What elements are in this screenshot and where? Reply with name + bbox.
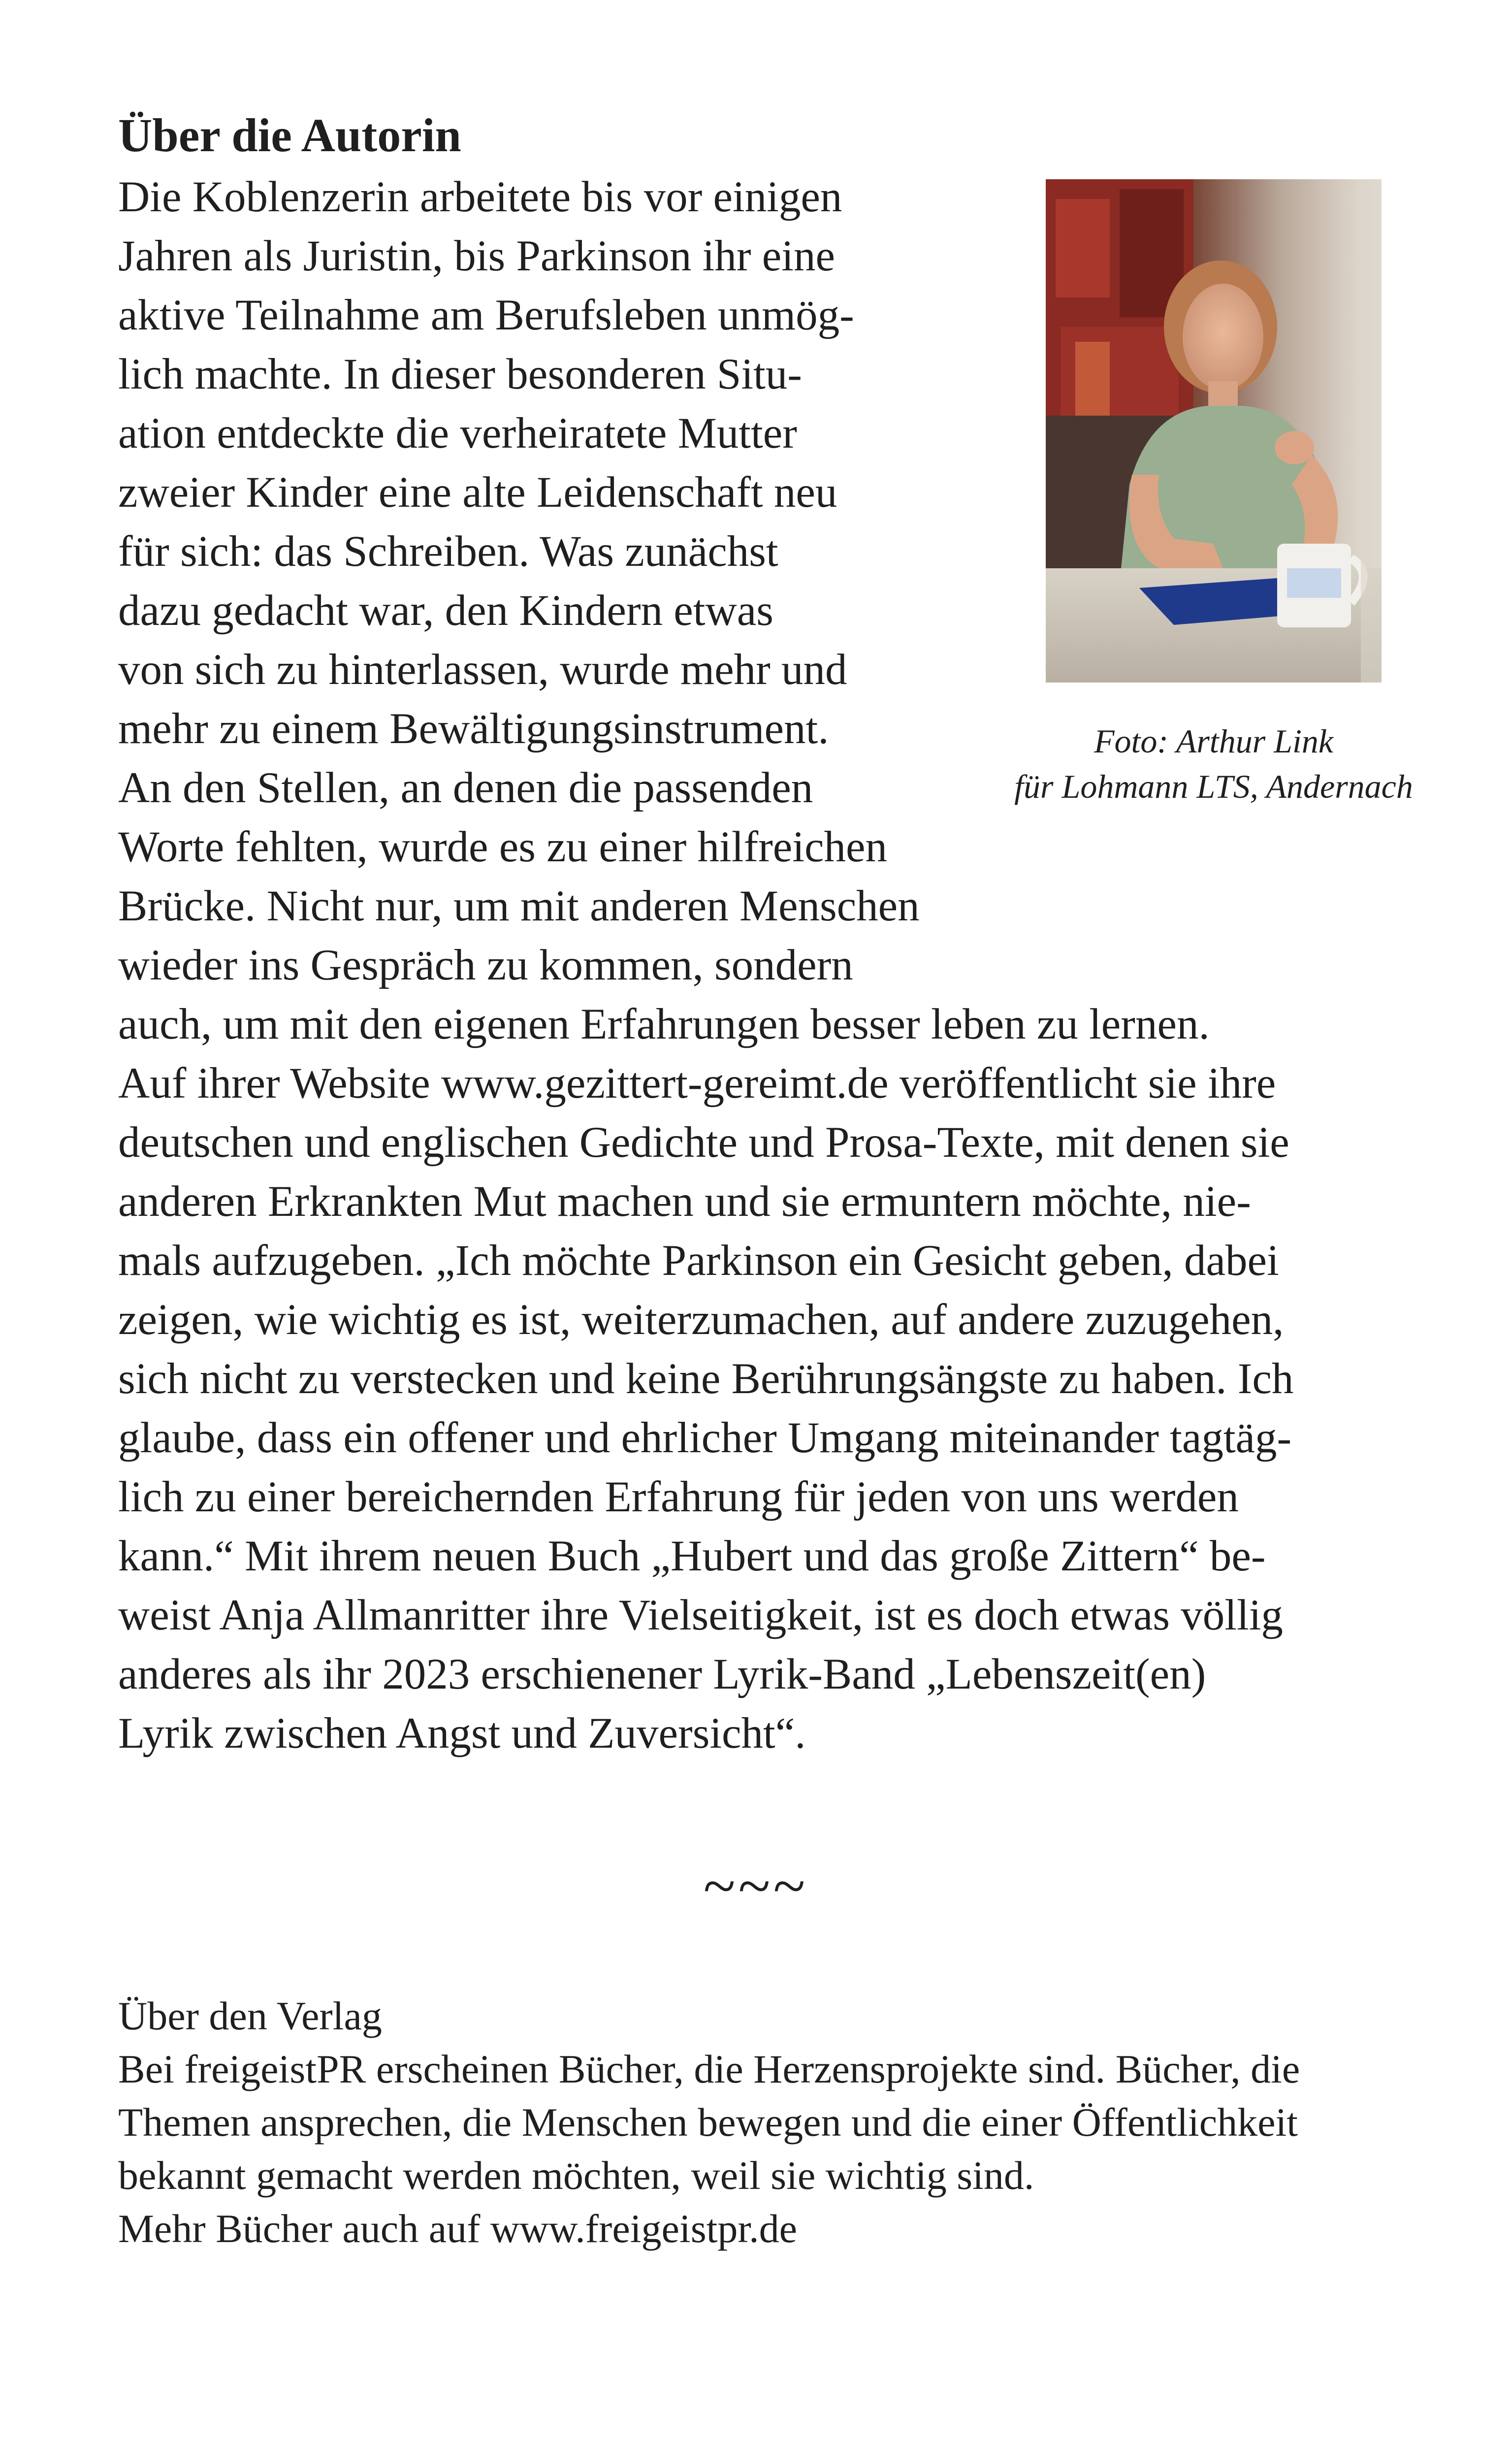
bio-line: lich machte. In dieser besonderen Situ- xyxy=(118,350,802,398)
bio-line: Lyrik zwischen Angst und Zuversicht“. xyxy=(118,1709,806,1758)
bio-line: Auf ihrer Website www.gezittert-gereimt.de veröffentlicht sie ihre xyxy=(118,1059,1276,1107)
bio-line: ation entdeckte die verheiratete Mutter xyxy=(118,409,797,457)
bio-line: weist Anja Allmanritter ihre Vielseitigkeit, ist es doch etwas völlig xyxy=(118,1591,1283,1639)
photo-caption-line: für Lohmann LTS, Andernach xyxy=(1014,768,1413,805)
bio-line: Brücke. Nicht nur, um mit anderen Menschen xyxy=(118,882,920,930)
publisher-line: bekannt gemacht werden möchten, weil sie wichtig sind. xyxy=(118,2153,1034,2198)
bio-line: Die Koblenzerin arbeitete bis vor einigen xyxy=(118,173,842,221)
bio-line: zweier Kinder eine alte Leidenschaft neu xyxy=(118,468,837,517)
bio-line: mals aufzugeben. „Ich möchte Parkinson ein Gesicht geben, dabei xyxy=(118,1237,1279,1285)
bio-line: dazu gedacht war, den Kindern etwas xyxy=(118,586,773,635)
bio-line: für sich: das Schreiben. Was zunächst xyxy=(118,527,778,576)
bio-line: anderen Erkrankten Mut machen und sie ermuntern möchte, nie- xyxy=(118,1177,1251,1226)
author-heading: Über die Autorin xyxy=(118,109,461,162)
bio-line: kann.“ Mit ihrem neuen Buch „Hubert und das große Zittern“ be- xyxy=(118,1532,1266,1580)
bio-line: glaube, dass ein offener und ehrlicher Umgang miteinander tagtäg- xyxy=(118,1414,1292,1462)
publisher-line: Bei freigeistPR erscheinen Bücher, die Herzensprojekte sind. Bücher, die xyxy=(118,2047,1300,2091)
bio-line: sich nicht zu verstecken und keine Berührungsängste zu haben. Ich xyxy=(118,1355,1294,1403)
photo-caption-line: Foto: Arthur Link xyxy=(1094,722,1334,760)
bio-line: aktive Teilnahme am Berufsleben unmög- xyxy=(118,291,854,339)
bio-line: An den Stellen, an denen die passenden xyxy=(118,764,813,812)
bio-line: deutschen und englischen Gedichte und Prosa-Texte, mit denen sie xyxy=(118,1118,1289,1167)
bio-line: wieder ins Gespräch zu kommen, sondern xyxy=(118,941,853,989)
bio-line: Jahren als Juristin, bis Parkinson ihr eine xyxy=(118,232,835,280)
bio-line: von sich zu hinterlassen, wurde mehr und xyxy=(118,646,847,694)
bio-line: auch, um mit den eigenen Erfahrungen besser leben zu lernen. xyxy=(118,1000,1210,1048)
publisher-line: Mehr Bücher auch auf www.freigeistpr.de xyxy=(118,2206,798,2251)
bio-line: mehr zu einem Bewältigungsinstrument. xyxy=(118,705,829,753)
bio-line: zeigen, wie wichtig es ist, weiterzumachen, auf andere zuzugehen, xyxy=(118,1296,1284,1344)
author-photo xyxy=(1046,179,1382,683)
publisher-line: Themen ansprechen, die Menschen bewegen und die einer Öffentlichkeit xyxy=(118,2100,1298,2145)
bio-line: lich zu einer bereichernden Erfahrung für jeden von uns werden xyxy=(118,1473,1239,1521)
bio-line: anderes als ihr 2023 erschienener Lyrik-Band „Lebenszeit(en) xyxy=(118,1650,1206,1698)
section-divider: ~~~ xyxy=(703,1853,808,1919)
publisher-heading: Über den Verlag xyxy=(118,1993,382,2038)
bio-line: Worte fehlten, wurde es zu einer hilfreichen xyxy=(118,823,887,871)
